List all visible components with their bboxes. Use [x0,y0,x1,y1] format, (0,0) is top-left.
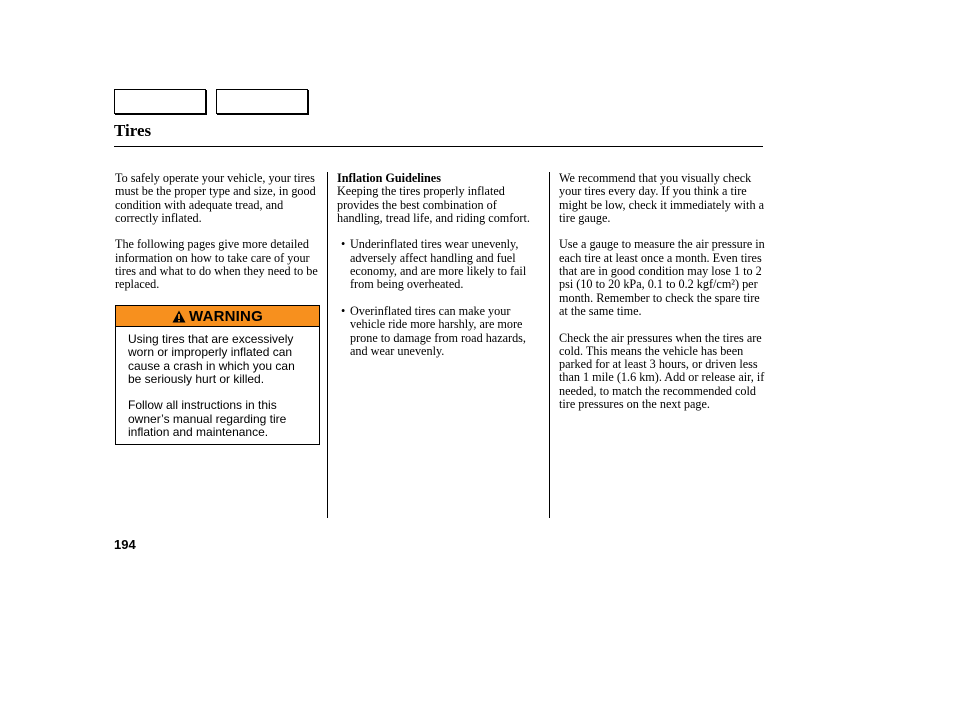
warning-box [115,305,320,445]
bullet-text-1: Underinflated tires wear unevenly, adversely affect handling and fuel economy, and are more likely to fail from being overheated. [350,237,527,292]
right-paragraph-1: We recommend that you visually check your tires every day. If you think a tire might be low, check it immediately with a tire gauge. [559,171,764,225]
bullet-text-2: Overinflated tires can make your vehicle ride more harshly, are more prone to damage from road hazards, and wear unevenly. [350,303,526,358]
nav-tab-box-1[interactable] [114,89,206,114]
right-paragraph-3: Check the air pressures when the tires are cold. This means the vehicle has been parked for at least 3 hours, or driven less than 1 mile (1.6 km). Add or release air, if needed, to match the recommended cold tire pressures on the next page. [559,330,765,412]
right-column [559,172,765,425]
middle-column [337,172,543,371]
left-column [115,172,321,305]
middle-intro: Keeping the tires properly inflated provides the best combination of handling, tread life, and riding comfort. [337,184,530,225]
left-paragraph-1: To safely operate your vehicle, your tires must be the proper type and size, in good condition with adequate tread, and correctly inflated. [115,171,316,225]
warning-paragraph-2: Follow all instructions in this owner’s manual regarding tire inflation and maintenance. [128,398,287,440]
nav-tab-box-2[interactable] [216,89,308,114]
title-rule [114,146,763,147]
list-item [337,305,543,358]
warning-label: WARNING [189,307,263,325]
bullet-dot: • [341,303,346,318]
right-paragraph-2: Use a gauge to measure the air pressure in each tire at least once a month. Even tires that are in good condition may lose 1 to 2 psi (10 to 20 kPa, 0.1 to 0.2 kgf/cm²) per month. Remember to check the spare tire at the same time. [559,237,765,318]
warning-paragraph-1: Using tires that are excessively worn or improperly inflated can cause a crash in which you can be seriously hurt or killed. [128,332,295,386]
warning-triangle-icon [172,310,186,323]
left-paragraph-2: The following pages give more detailed information on how to take care of your tires and what to do when they need to be replaced. [115,237,318,292]
page-title: Tires [114,121,152,140]
list-item [337,238,543,291]
warning-header [116,306,319,327]
bullet-list [337,238,543,358]
bullet-dot: • [341,237,346,252]
column-divider-2 [549,172,550,518]
column-divider-1 [327,172,328,518]
section-heading: Inflation Guidelines [337,171,441,185]
page-number: 194 [114,537,136,552]
warning-body [116,327,319,439]
